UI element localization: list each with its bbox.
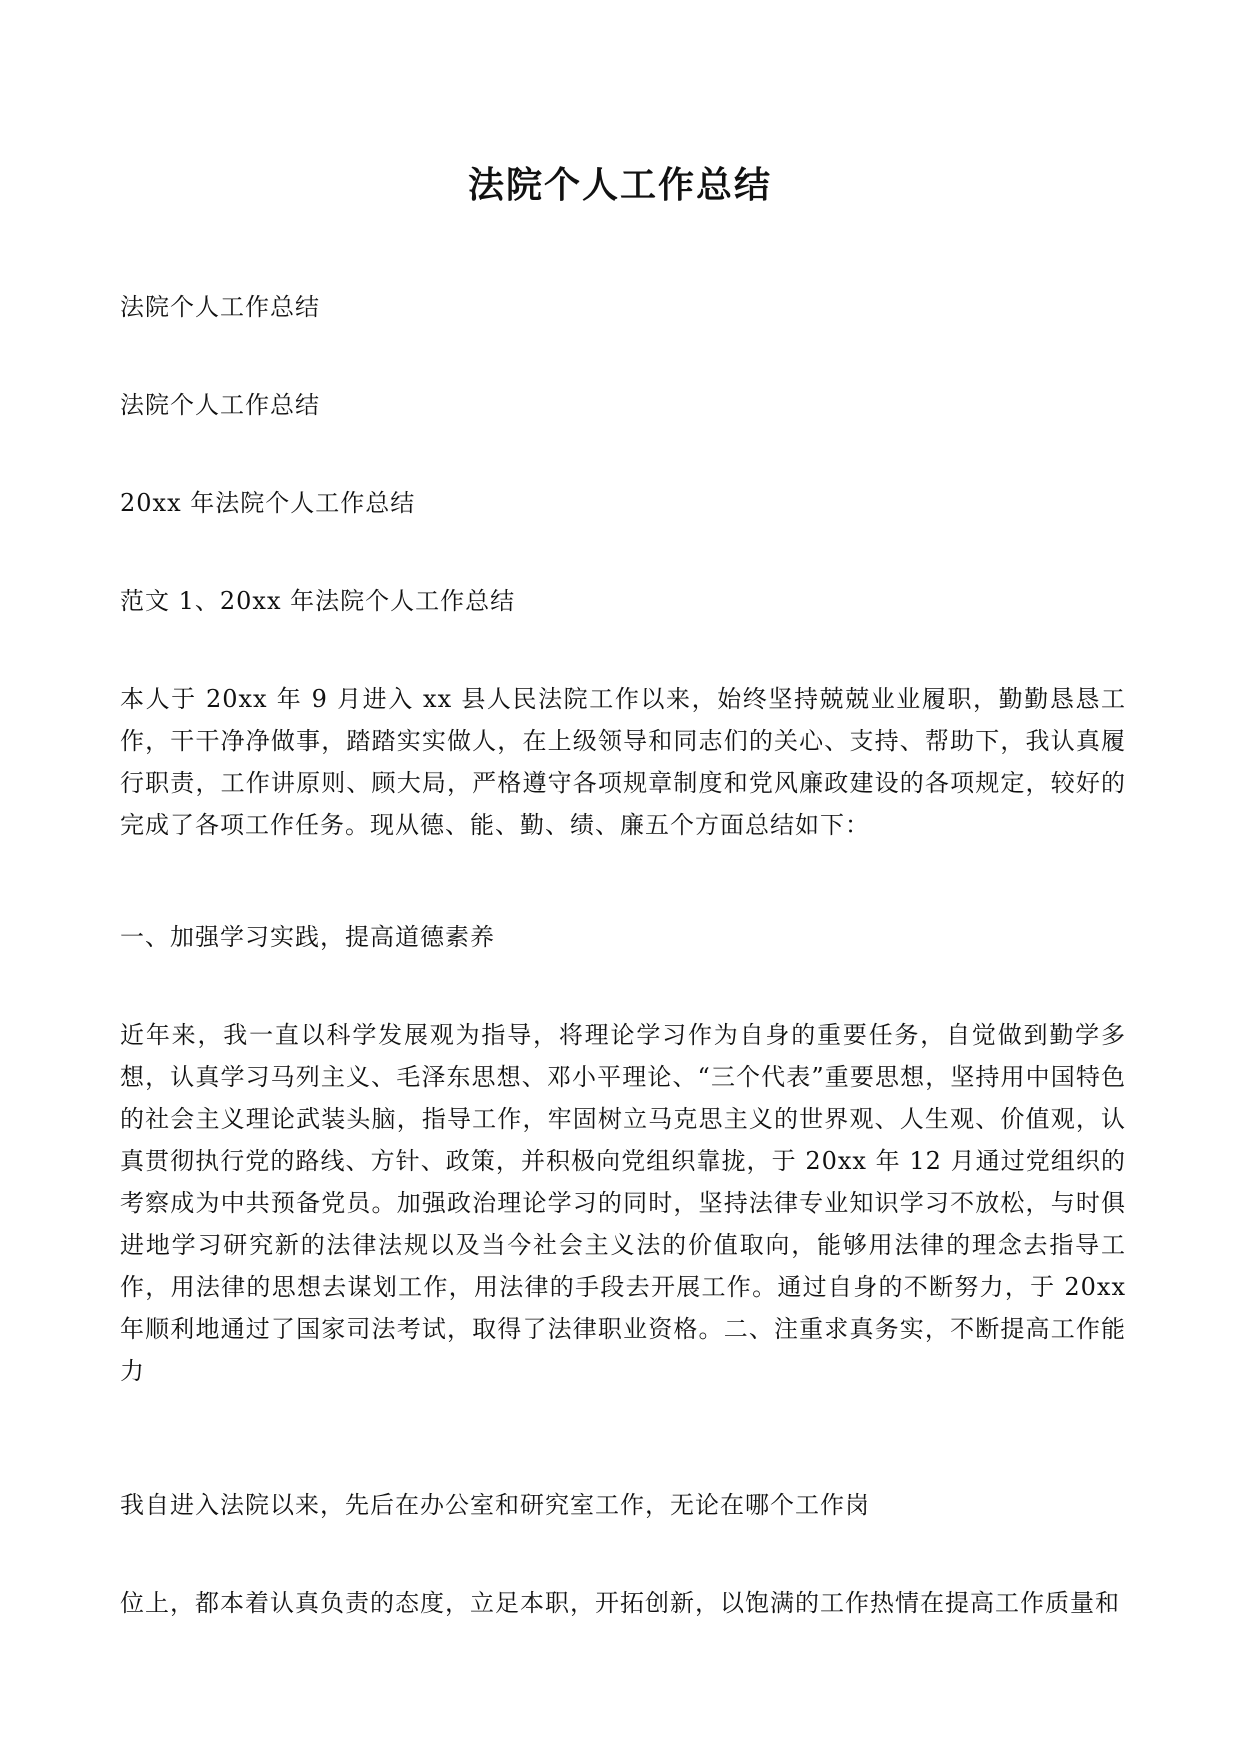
- paragraph-heading-1: 法院个人工作总结: [120, 293, 320, 321]
- paragraph-sample-title: 范文 1、20xx 年法院个人工作总结: [120, 587, 516, 615]
- paragraph-heading-2: 法院个人工作总结: [120, 391, 320, 419]
- paragraph-work-positions: 我自进入法院以来，先后在办公室和研究室工作，无论在哪个工作岗: [120, 1491, 870, 1519]
- document-title: 法院个人工作总结: [467, 164, 772, 206]
- paragraph-year-title: 20xx 年法院个人工作总结: [120, 489, 416, 517]
- section-heading-1: 一、加强学习实践，提高道德素养: [120, 923, 495, 951]
- paragraph-study-practice: 近年来，我一直以科学发展观为指导，将理论学习作为自身的重要任务，自觉做到勤学多想，认真学习马列主义、毛泽东思想、邓小平理论、“三个代表”重要思想，坚持用中国特色的社会主义理论武装头脑，指导工作，牢固树立马克思主义的世界观、人生观、价值观，认真贯彻执行党的路线、方针、政策，并积极向党组织靠拢，于 20xx 年 12 月通过党组织的考察成为中共预备党员。加强政治理论学习的同时，坚持法律专业知识学习不放松，与时俱进地学习研究新的法律法规以及当今社会主义法的价值取向，能够用法律的理念去指导工作，用法律的思想去谋划工作，用法律的手段去开展工作。通过自身的不断努力，于 20xx 年顺利地通过了国家司法考试，取得了法律职业资格。二、注重求真务实，不断提高工作能力: [120, 1021, 1126, 1385]
- paragraph-continuation: 位上，都本着认真负责的态度，立足本职，开拓创新，以饱满的工作热情在提高工作质量和: [120, 1589, 1120, 1617]
- paragraph-introduction: 本人于 20xx 年 9 月进入 xx 县人民法院工作以来，始终坚持兢兢业业履职，勤勤恳恳工作，干干净净做事，踏踏实实做人，在上级领导和同志们的关心、支持、帮助下，我认真履行职责，工作讲原则、顾大局，严格遵守各项规章制度和党风廉政建设的各项规定，较好的完成了各项工作任务。现从德、能、勤、绩、廉五个方面总结如下：: [120, 685, 1126, 839]
